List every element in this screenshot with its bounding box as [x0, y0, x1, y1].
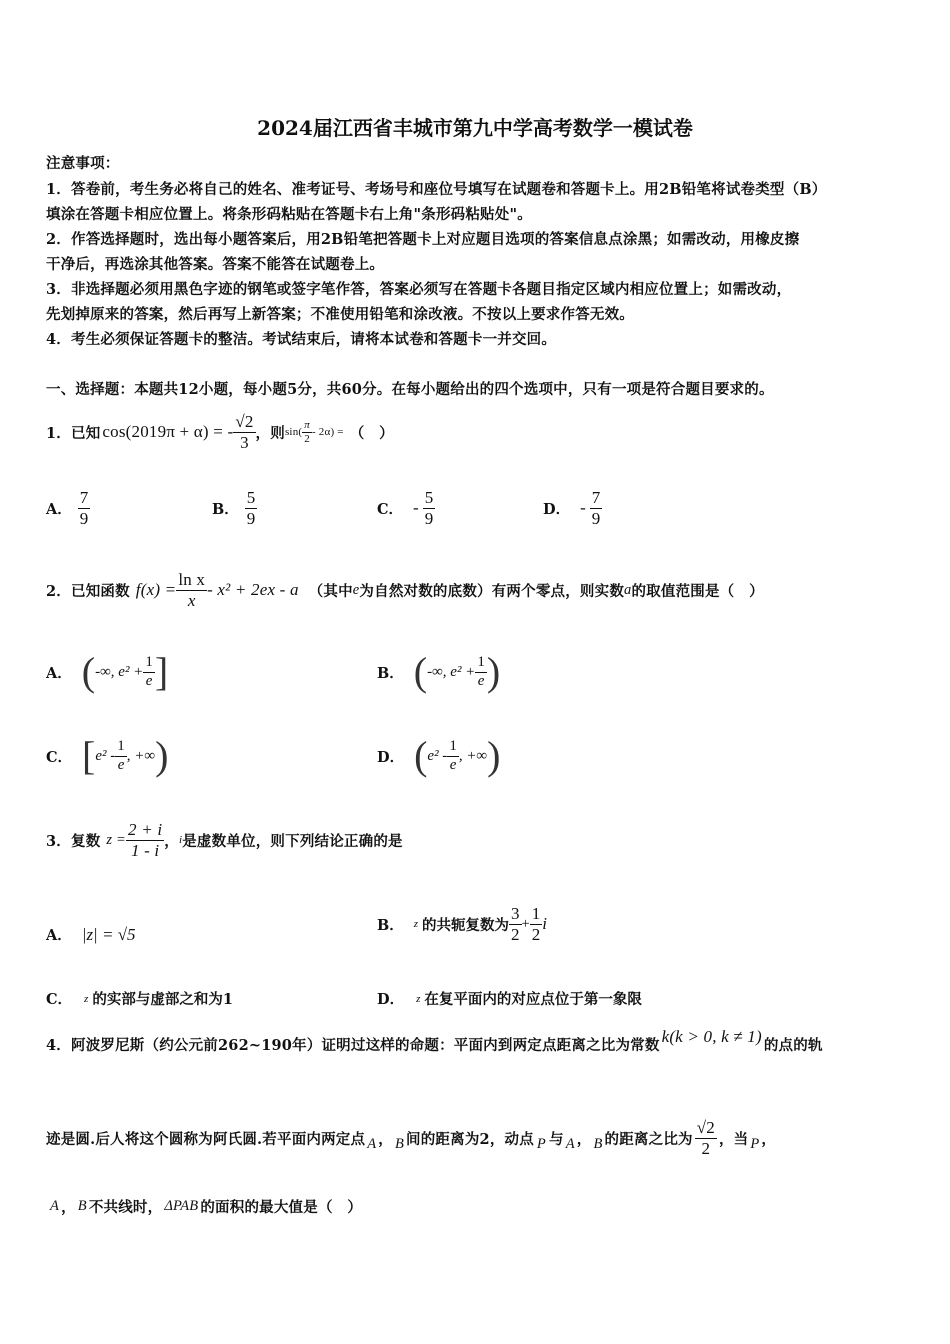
option-bracket: ( [413, 649, 428, 694]
q4-point-a: A [367, 1135, 377, 1152]
option-den: 2 [511, 924, 520, 944]
notice-heading: 注意事项： [46, 155, 120, 172]
q3-z-num: 2 + i [128, 820, 163, 839]
option-den: 9 [591, 508, 601, 528]
q2-text: 的取值范围是（ ） [631, 582, 764, 600]
q3-z-den: 1 - i [130, 840, 160, 860]
option-text: 的共轭复数为 [422, 916, 510, 934]
q4-ratio-num: √2 [696, 1118, 715, 1137]
option-expr: e² - [427, 747, 448, 764]
q3-text: 是虚数单位，则下列结论正确的是 [182, 832, 403, 850]
notice-line: 2．作答选择题时，选出每小题答案后，用2B铅笔把答题卡上对应题目选项的答案信息点涂黑；如需改动，用橡皮擦 [46, 231, 800, 248]
option-den: 9 [424, 508, 434, 528]
option-text: 的实部与虚部之和为1 [92, 991, 233, 1008]
option-bracket: ) [155, 733, 169, 778]
q4-text: 不共线时， [88, 1199, 163, 1216]
option-num: 5 [246, 488, 256, 507]
q3-z-lhs: z = [106, 831, 127, 848]
option-num: 1 [475, 654, 487, 672]
q2-option-b[interactable] [377, 649, 501, 694]
option-den: e [449, 756, 457, 773]
option-bracket: [ [82, 733, 96, 778]
q1-mid: ，则 [255, 424, 285, 442]
option-label: D． [377, 748, 405, 766]
option-sign: - [413, 498, 419, 518]
option-label: A． [46, 927, 72, 944]
option-label: A． [46, 500, 72, 518]
q4-triangle: ΔPAB [164, 1198, 199, 1214]
q3-comma: ， [164, 832, 179, 850]
option-label: C． [46, 748, 73, 766]
option-num: 1 [447, 738, 459, 756]
q1-condition-fraction [233, 412, 255, 452]
q2-text: （其中 [308, 582, 353, 600]
option-den: 9 [246, 508, 256, 528]
option-num: 7 [591, 488, 601, 507]
option-label: C． [377, 500, 404, 518]
q2-option-c[interactable] [46, 733, 169, 778]
q1-option-a[interactable] [46, 488, 90, 528]
q2-f-lhs: f(x) = [135, 580, 177, 600]
option-expr: |z| = √5 [81, 924, 136, 944]
question-4-line-1 [46, 1026, 823, 1055]
option-expr: -∞, e² + [427, 663, 476, 680]
q2-prefix: 2．已知函数 [46, 582, 130, 600]
q1-option-b[interactable] [212, 488, 257, 528]
q4-point-p: P [536, 1135, 546, 1152]
notice-line: 先划掉原来的答案，然后再写上新答案；不准使用铅笔和涂改液。不按以上要求作答无效。 [46, 306, 634, 323]
q1-ask-den: 2 [304, 432, 310, 445]
q1-condition: cos(2019π + α) = - [102, 422, 234, 442]
notice-line: 1．答卷前，考生务必将自己的姓名、准考证号、考场号和座位号填写在试题卷和答题卡上。用2B铅笔将试卷类型（B） [46, 181, 827, 198]
q1-option-d[interactable] [543, 488, 602, 528]
option-num: 7 [79, 488, 89, 507]
option-sign: - [580, 498, 586, 518]
q4-text: 的点的轨 [763, 1037, 823, 1054]
q4-text: 与 [548, 1130, 564, 1148]
q4-math-k: k(k > 0, k ≠ 1) [661, 1026, 762, 1046]
q4-sep: ， [761, 1130, 777, 1148]
option-var: z [416, 992, 421, 1005]
notice-line: 填涂在答题卡相应位置上。将条形码粘贴在答题卡右上角"条形码粘贴处"。 [46, 206, 532, 223]
q4-ratio-den: 2 [701, 1138, 711, 1158]
q1-ask: sin( [284, 426, 303, 439]
q3-option-b[interactable] [377, 904, 547, 944]
notice-line: 3．非选择题必须用黑色字迹的钢笔或签字笔作答，答案必须写在答题卡各题目指定区域内相应位置上；如需改动， [46, 281, 792, 298]
q4-text: 间的距离为2，动点 [406, 1130, 534, 1148]
q2-var-a: a [624, 581, 632, 598]
q4-point-b: B [394, 1135, 405, 1152]
q4-point-a: A [565, 1135, 575, 1152]
q4-sep: ， [378, 1130, 393, 1148]
q2-f-fraction [176, 570, 207, 610]
option-den: e [477, 672, 485, 689]
q4-text: 的距离之比为 [604, 1130, 693, 1148]
q1-ask-fraction [302, 419, 312, 445]
option-num: 1 [115, 738, 127, 756]
q2-var-e: e [352, 581, 360, 598]
option-bracket: ( [414, 733, 428, 778]
option-expr: -∞, e² + [95, 663, 144, 680]
option-label: D． [377, 991, 405, 1008]
option-label: A． [46, 664, 72, 682]
option-label: C． [46, 991, 73, 1008]
q1-option-c[interactable] [377, 488, 435, 528]
q3-option-d[interactable] [377, 988, 642, 1009]
option-den: e [145, 672, 153, 689]
option-den: 9 [79, 508, 89, 528]
option-label: B． [377, 916, 404, 934]
q4-point-b: B [77, 1198, 87, 1214]
section-heading: 一、选择题：本题共12小题，每小题5分，共60分。在每小题给出的四个选项中，只有一项是符合题目要求的。 [46, 381, 774, 398]
option-den: 2 [531, 924, 541, 944]
q1-ask-rhs: - 2α) = [311, 426, 344, 439]
q3-var-i: i [178, 834, 183, 847]
q1-cond-den: 3 [240, 432, 249, 452]
option-label: D． [543, 500, 571, 518]
q3-z-fraction [126, 820, 164, 860]
q2-f-num: ln x [178, 570, 206, 589]
option-num: 1 [531, 904, 541, 923]
option-bracket: ] [154, 649, 169, 694]
q4-text: 的面积的最大值是（ ） [200, 1199, 363, 1216]
option-expr: , +∞ [126, 747, 156, 764]
q1-answer-paren: （ ） [349, 424, 394, 442]
q4-ratio-fraction [695, 1118, 717, 1158]
q1-cond-num: √2 [235, 412, 254, 431]
q4-text: 4．阿波罗尼斯（约公元前262~190年）证明过这样的命题：平面内到两定点距离之比为常数 [46, 1037, 660, 1054]
question-4-line-2 [46, 1118, 776, 1158]
option-label: B． [377, 664, 404, 682]
q4-sep: ， [576, 1130, 592, 1148]
question-4-line-3 [46, 1196, 362, 1217]
q4-point-a: A [50, 1198, 60, 1214]
notice-line: 干净后，再选涂其他答案。答案不能答在试题卷上。 [46, 256, 385, 273]
q2-text: 为自然对数的底数）有两个零点，则实数 [359, 582, 625, 600]
option-plus: + [521, 915, 530, 932]
option-expr: , +∞ [458, 747, 488, 764]
q3-option-c[interactable] [46, 988, 233, 1009]
q4-sep: ， [61, 1199, 76, 1216]
q3-option-a[interactable] [46, 924, 136, 945]
q4-point-b: B [593, 1135, 603, 1152]
q4-text: 迹是圆.后人将这个圆称为阿氏圆.若平面内两定点 [46, 1130, 366, 1148]
option-var: z [84, 992, 89, 1005]
question-2 [46, 570, 764, 610]
option-text: 在复平面内的对应点位于第一象限 [424, 991, 642, 1008]
notice-line: 4．考生必须保证答题卡的整洁。考试结束后，请将本试卷和答题卡一并交回。 [46, 331, 557, 348]
option-den: e [117, 756, 125, 773]
q1-prefix: 1．已知 [46, 424, 101, 442]
option-label: B． [212, 500, 239, 518]
option-bracket: ) [487, 733, 501, 778]
option-var: z [413, 918, 419, 931]
page-title: 2024届江西省丰城市第九中学高考数学一模试卷 [257, 116, 693, 140]
question-3 [46, 820, 403, 860]
option-bracket: ( [81, 649, 96, 694]
option-num: 3 [511, 904, 520, 923]
q2-option-a[interactable] [46, 649, 169, 694]
q2-f-den: x [187, 590, 196, 610]
option-num: 1 [143, 654, 155, 672]
option-expr: e² - [95, 747, 116, 764]
question-1 [46, 412, 394, 452]
q4-point-p: P [750, 1135, 760, 1152]
option-var: i [542, 914, 547, 934]
q2-option-d[interactable] [377, 733, 501, 778]
q3-prefix: 3．复数 [46, 832, 101, 850]
q2-f-rhs: - x² + 2ex - a [207, 580, 299, 600]
option-num: 5 [424, 488, 434, 507]
option-bracket: ) [486, 649, 501, 694]
q4-text: ，当 [718, 1130, 749, 1148]
q1-ask-num: π [304, 418, 310, 431]
